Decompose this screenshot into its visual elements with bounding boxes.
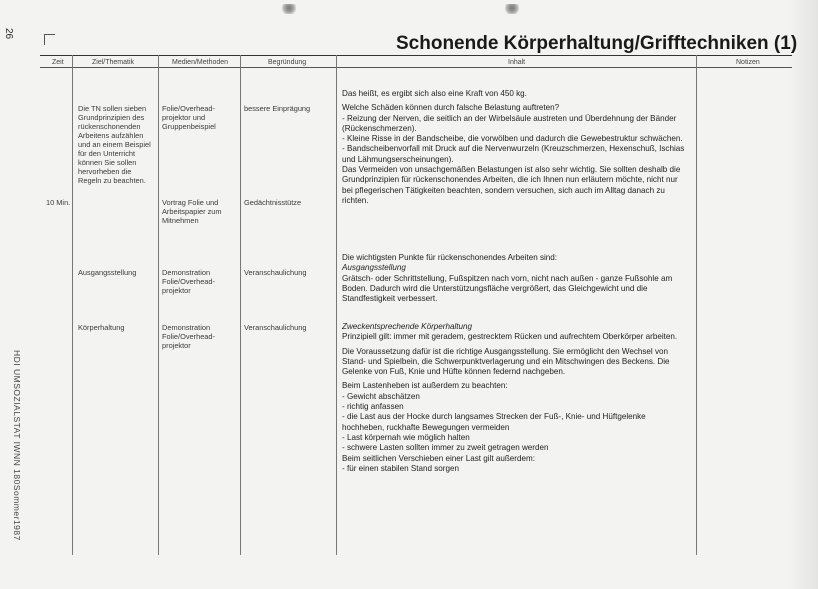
header-rule	[40, 67, 792, 68]
inhalt-subheading: Zweckentsprechende Körperhaltung	[342, 322, 473, 331]
header-medien: Medien/Methoden	[172, 59, 229, 66]
column-divider	[696, 55, 697, 555]
inhalt-line: Das heißt, es ergibt sich also eine Kraft von 450 kg.	[342, 89, 527, 98]
row3-medien: Demonstration Folie/Overhead-projektor	[162, 268, 215, 295]
row1-medien: Folie/Overhead-projektor und Gruppenbeispiel	[162, 104, 216, 131]
inhalt-paragraph: Prinzipiell gilt: immer mit geradem, gestrecktem Rücken und aufrechtem Oberkörper arbeiten.	[342, 332, 678, 342]
row2-medien: Vortrag Folie und Arbeitspapier zum Mitnehmen	[162, 198, 222, 225]
inhalt-intro: Beim Lastenheben ist außerdem zu beachten:	[342, 381, 508, 391]
inhalt-bullet: - Bandscheibenvorfall mit Druck auf die Nervenwurzeln (Kreuzschmerzen, Hexenschuß, Ischias und Lähmungserscheinungen).	[342, 144, 685, 164]
header-inhalt: Inhalt	[508, 59, 526, 66]
inhalt-bullet: - richtig anfassen	[342, 402, 404, 412]
inhalt-paragraph: Das Vermeiden von unsachgemäßen Belastungen ist also sehr wichtig. Sie sollten deshalb die Grundprinzipien für rückenschonendes Arbeiten, die ich Ihnen nun erläutern möchte, nicht nur bei pflegerischen Tätigkeiten beachten, sondern versuchen, sich auch im Alltag danach zu richten.	[342, 165, 681, 205]
inhalt-bullet: - für einen stabilen Stand sorgen	[342, 463, 459, 473]
row1-ziel: Die TN sollen sieben Grundprinzipien des rückenschonenden Arbeitens aufzählen und an einem Beispiel für den Unterricht können Sie sollen hervorheben die Regeln zu beachten.	[78, 104, 151, 185]
header-zeit: Zeit	[52, 59, 64, 66]
column-divider	[158, 55, 159, 555]
header-notizen: Notizen	[736, 59, 760, 66]
row3-ziel: Ausgangsstellung	[78, 268, 137, 277]
inhalt-block-1	[342, 89, 687, 206]
inhalt-bullet: - Reizung der Nerven, die seitlich an der Wirbelsäule austreten und Überdehnung der Bänder (Rückenschmerzen).	[342, 113, 677, 133]
row2-zeit: 10 Min.	[46, 198, 71, 207]
inhalt-subheading: Ausgangsstellung	[342, 263, 406, 273]
binder-hole-right	[505, 4, 519, 14]
row4-begruendung: Veranschaulichung	[244, 323, 307, 332]
row2-begruendung: Gedächtnisstütze	[244, 198, 302, 207]
inhalt-paragraph: Grätsch- oder Schrittstellung, Fußspitzen nach vorn, nicht nach außen - ganze Fußsohle am Boden. Dadurch wird die Unterstützungsfläche vergrößert, das Gleichgewicht und die Standfestigkeit verbessert.	[342, 273, 673, 304]
inhalt-bullet: - die Last aus der Hocke durch langsames Strecken der Fuß-, Knie- und Hüftgelenke hochheben, ruckhafte Bewegungen vermeiden	[342, 412, 646, 432]
header-ziel: Ziel/Thematik	[92, 59, 135, 66]
inhalt-question: Welche Schäden können durch falsche Belastung auftreten?	[342, 103, 560, 113]
inhalt-block-2	[342, 253, 687, 304]
inhalt-paragraph: Die Voraussetzung dafür ist die richtige Ausgangsstellung. Sie ermöglicht den Wechsel von Stand- und Spielbein, die Schwerpunktverlagerung und ein Mitschwingen des Beckens. Die Gelenke von Fuß, Knie und Hüfte können federnd nachgeben.	[342, 346, 670, 377]
page-number: 26	[3, 28, 14, 40]
inhalt-intro: Beim seitlichen Verschieben einer Last gilt außerdem:	[342, 453, 536, 463]
row4-ziel: Körperhaltung	[78, 323, 125, 332]
column-divider	[240, 55, 241, 555]
binder-hole-left	[282, 4, 296, 14]
inhalt-bullet: - Last körpernah wie möglich halten	[342, 432, 470, 442]
table-top-rule	[40, 55, 792, 56]
header-begruendung: Begründung	[268, 59, 307, 66]
side-label: HDI UMSOZIALSTAT IWNN 180Sommer1987	[12, 350, 22, 541]
inhalt-block-3	[342, 322, 687, 474]
page-edge-shadow	[788, 0, 818, 589]
row3-begruendung: Veranschaulichung	[244, 268, 307, 277]
column-divider	[336, 55, 337, 555]
row1-begruendung: bessere Einprägung	[244, 104, 311, 113]
inhalt-intro: Die wichtigsten Punkte für rückenschonendes Arbeiten sind:	[342, 253, 558, 262]
inhalt-bullet: - schwere Lasten sollten immer zu zweit getragen werden	[342, 443, 549, 453]
inhalt-bullet: - Kleine Risse in der Bandscheibe, die vorwölben und dadurch die Gewebestruktur schwächen.	[342, 134, 683, 144]
inhalt-bullet: - Gewicht abschätzen	[342, 391, 420, 401]
corner-mark	[44, 34, 55, 45]
page-title: Schonende Körperhaltung/Grifftechniken (1)	[396, 33, 798, 54]
row4-medien: Demonstration Folie/Overhead-projektor	[162, 323, 215, 350]
column-divider	[72, 55, 73, 555]
